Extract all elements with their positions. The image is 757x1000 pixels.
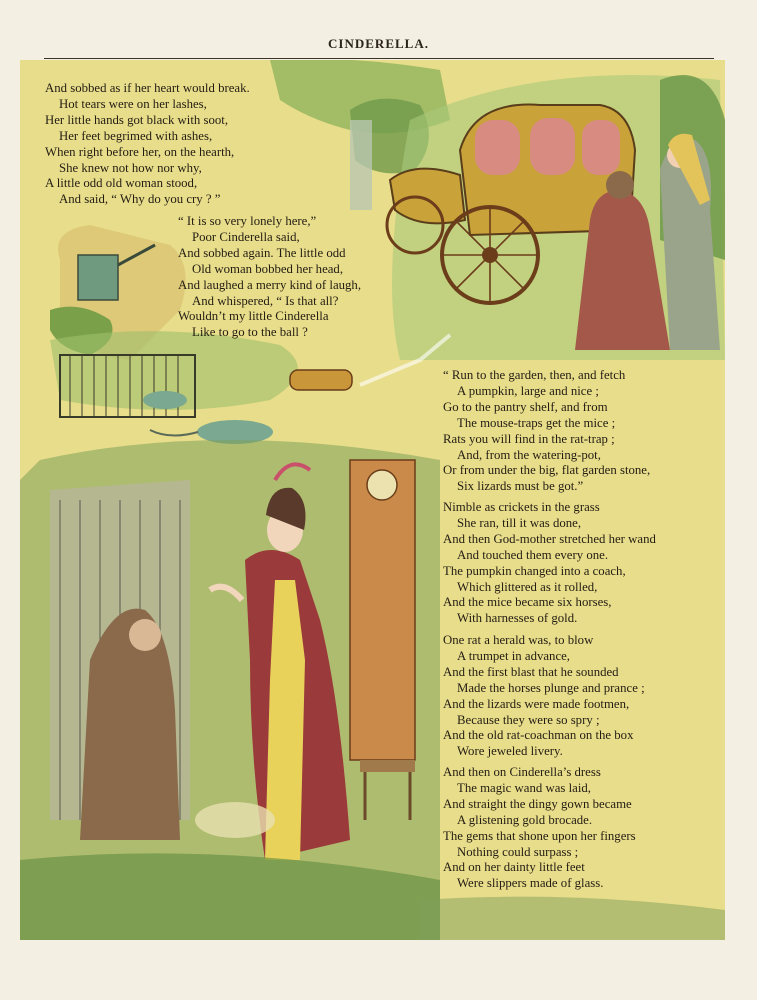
poem-line: And said, “ Why do you cry ? ”: [59, 192, 221, 207]
poem-line: And then on Cinderella’s dress: [443, 765, 601, 779]
poem-line: Her little hands got black with soot,: [45, 112, 229, 127]
stanza-4: [443, 500, 656, 627]
poem-line: Hot tears were on her lashes,: [59, 96, 207, 111]
poem-line: A little odd old woman stood,: [45, 176, 198, 191]
poem-line: Old woman bobbed her head,: [192, 261, 344, 276]
poem-line: Nimble as crickets in the grass: [443, 500, 600, 514]
poem-line: The magic wand was laid,: [457, 780, 591, 795]
poem-line: And, from the watering-pot,: [457, 447, 601, 462]
poem-line: Nothing could surpass ;: [457, 844, 579, 859]
poem-line: Go to the pantry shelf, and from: [443, 399, 608, 414]
stanza-1: [45, 81, 250, 208]
poem-line: The pumpkin changed into a coach,: [443, 563, 626, 578]
stanza-2: [178, 214, 361, 341]
poem-line: Her feet begrimed with ashes,: [59, 128, 213, 143]
poem-line: Wouldn’t my little Cinderella: [178, 309, 329, 324]
poem-line: The gems that shone upon her fingers: [443, 828, 636, 843]
poem-line: One rat a herald was, to blow: [443, 633, 594, 647]
poem-line: And the old rat-coachman on the box: [443, 728, 634, 743]
poem-line: A glistening gold brocade.: [457, 812, 593, 827]
poem-line: She ran, till it was done,: [457, 515, 582, 530]
poem-line: With harnesses of gold.: [457, 611, 578, 626]
stanza-6: [443, 765, 636, 892]
poem-line: And then God-mother stretched her wand: [443, 531, 656, 546]
poem-line: And the first blast that he sounded: [443, 664, 619, 679]
poem-line: Six lizards must be got.”: [457, 479, 584, 494]
poem-line: And straight the dingy gown became: [443, 796, 632, 811]
poem-line: And sobbed again. The little odd: [178, 245, 346, 260]
poem-line: Like to go to the ball ?: [192, 325, 308, 340]
poem-line: Because they were so spry ;: [457, 712, 600, 727]
coach-scene: [387, 75, 725, 360]
poem-line: And touched them every one.: [457, 547, 609, 562]
poem-line: And whispered, “ Is that all?: [192, 293, 339, 308]
header-rule: [44, 58, 714, 59]
poem-line: A pumpkin, large and nice ;: [457, 383, 599, 398]
poem-line: And the lizards were made footmen,: [443, 696, 630, 711]
poem-line: A trumpet in advance,: [457, 648, 571, 663]
poem-line: And on her dainty little feet: [443, 860, 585, 875]
poem-line: And sobbed as if her heart would break.: [45, 81, 250, 95]
fairy-godmother-scene: [20, 440, 440, 940]
stanza-5: [443, 633, 645, 760]
poem-line: When right before her, on the hearth,: [45, 144, 235, 159]
poem-line: Poor Cinderella said,: [192, 229, 300, 244]
poem-line: Were slippers made of glass.: [457, 876, 604, 891]
poem-line: Or from under the big, flat garden stone,: [443, 463, 651, 478]
poem-line: Rats you will find in the rat-trap ;: [443, 431, 615, 446]
poem-line: And laughed a merry kind of laugh,: [178, 277, 362, 292]
poem-line: “ Run to the garden, then, and fetch: [443, 368, 626, 382]
page-title: CINDERELLA.: [328, 36, 429, 51]
poem-line: She knew not how nor why,: [59, 160, 202, 175]
mousetrap-vignette: [50, 331, 450, 444]
poem-line: The mouse-traps get the mice ;: [457, 415, 616, 430]
poem-line: Which glittered as it rolled,: [457, 579, 598, 594]
poem-line: Made the horses plunge and prance ;: [457, 680, 645, 695]
poem-line: Wore jeweled livery.: [457, 744, 563, 759]
grass-edge: [420, 897, 725, 940]
stanza-3: [443, 368, 650, 495]
poem-line: “ It is so very lonely here,”: [178, 214, 317, 228]
poem-line: And the mice became six horses,: [443, 595, 612, 610]
